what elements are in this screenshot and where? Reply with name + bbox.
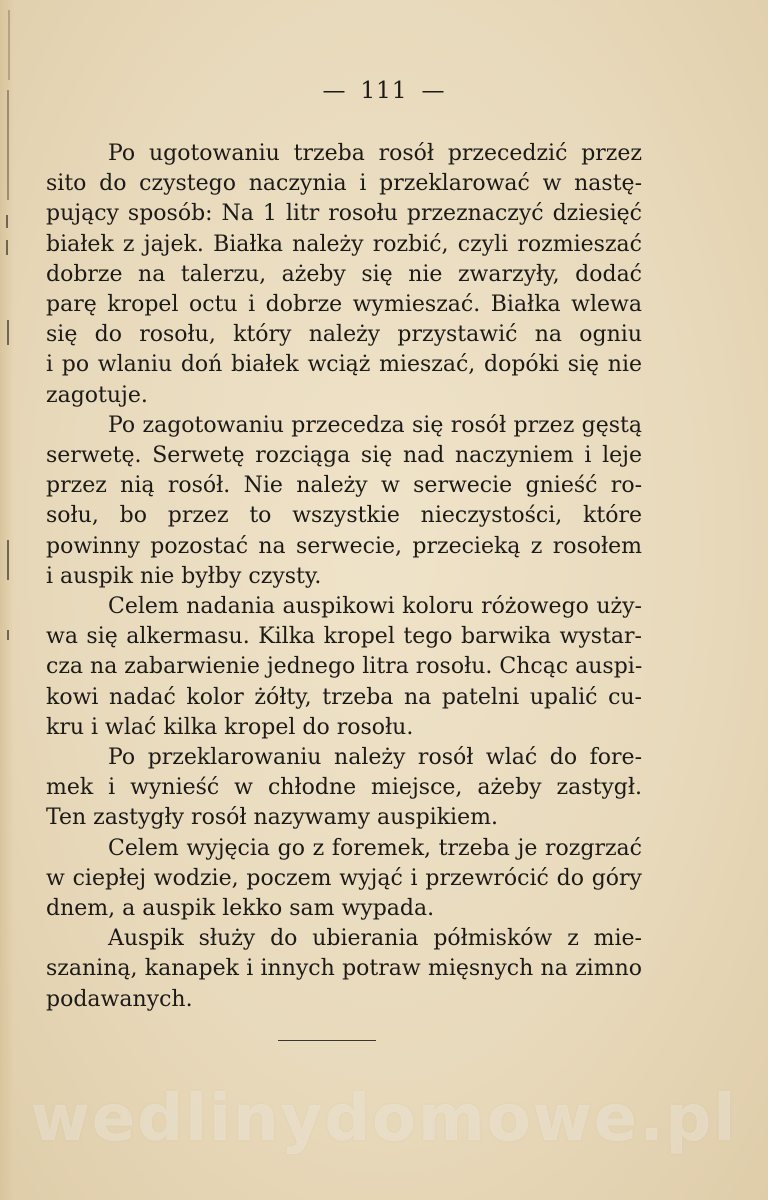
paragraph (46, 743, 642, 834)
text-line: w ciepłej wodzie, poczem wyjąć i przewrócić do góry (46, 865, 642, 891)
end-rule (278, 1040, 376, 1041)
paragraph (46, 924, 642, 1015)
text-line: kowi nadać kolor żółty, trzeba na patelni upalić cu- (46, 684, 642, 710)
paragraph (46, 139, 642, 411)
text-line: pujący sposób: Na 1 litr rosołu przeznaczyć dziesięć (46, 201, 642, 227)
text-line: szaniną, kanapek i innych potraw mięsnych na zimno (46, 956, 642, 982)
text-line: cza na zabarwienie jednego litra rosołu. Chcąc auspi- (46, 654, 643, 680)
paragraph (46, 411, 642, 592)
text-line: wa się alkermasu. Kilka kropel tego barwika wystar- (46, 624, 642, 650)
text-line: i auspik nie byłby czysty. (46, 563, 322, 589)
watermark: wedlinydomowe.pl (30, 1082, 738, 1156)
text-line: serwetę. Serwetę rozciąga się nad naczyniem i leje (46, 443, 642, 469)
text-line: podawanych. (46, 986, 193, 1012)
text-line: Po przeklarowaniu należy rosół wlać do fore- (108, 745, 642, 771)
text-line: Po ugotowaniu trzeba rosół przecedzić przez (108, 141, 642, 166)
text-line: białek z jajek. Białka należy rozbić, czyli rozmieszać (46, 231, 642, 257)
text-line: się do rosołu, który należy przystawić na ogniu (46, 322, 642, 348)
text-line: Celem nadania auspikowi koloru różowego uży- (108, 594, 642, 620)
text-line: Po zagotowaniu przecedza się rosół przez gęstą (108, 412, 642, 438)
text-line: zagotuje. (46, 382, 148, 408)
text-line: przez nią rosół. Nie należy w serwecie gnieść ro- (46, 473, 642, 499)
text-line: sołu, bo przez to wszystkie nieczystości, które (46, 503, 642, 529)
text-line: dnem, a auspik lekko sam wypada. (46, 896, 435, 922)
text-line: kru i wlać kilka kropel do rosołu. (46, 714, 414, 740)
text-line: i po wlaniu doń białek wciąż mieszać, dopóki się nie (46, 352, 642, 378)
margin-marks (0, 0, 20, 1200)
page-number-dash-right: — (421, 78, 446, 104)
text-line: Ten zastygły rosół nazywamy auspikiem. (46, 805, 498, 831)
text-line: sito do czystego naczynia i przeklarować w nastę- (46, 171, 642, 197)
body-text (46, 139, 642, 1015)
page-number: 111 (360, 78, 408, 104)
page-number-dash-left: — (322, 78, 347, 104)
paragraph (46, 592, 642, 743)
text-line: Auspik służy do ubierania półmisków z mie- (108, 926, 642, 952)
page-number-row (0, 78, 768, 104)
text-line: parę kropel octu i dobrze wymieszać. Białka wlewa (46, 292, 642, 318)
text-line: powinny pozostać na serwecie, przecieką z rosołem (46, 533, 642, 559)
text-line: dobrze na talerzu, ażeby się nie zwarzyły, dodać (46, 261, 642, 287)
text-line: mek i wynieść w chłodne miejsce, ażeby zastygł. (46, 775, 642, 801)
text-line: Celem wyjęcia go z foremek, trzeba je rozgrzać (108, 835, 642, 861)
paragraph (46, 834, 642, 925)
